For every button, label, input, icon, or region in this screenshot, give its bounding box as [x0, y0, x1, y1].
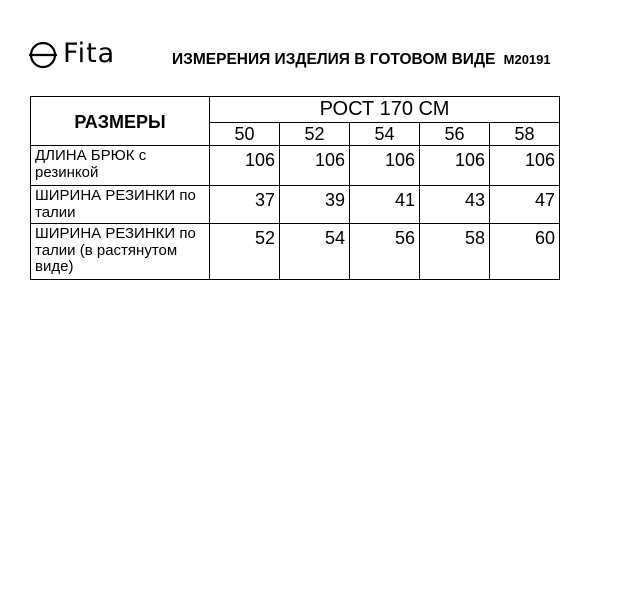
- brand-name: Fita: [63, 38, 116, 69]
- brand-logo: [28, 36, 115, 72]
- table-cell: 106: [420, 146, 490, 186]
- table-cell: 37: [210, 186, 280, 224]
- table-header-row: [31, 97, 560, 123]
- table-cell: 54: [280, 224, 350, 280]
- measurements-table: [30, 96, 560, 280]
- table-row: [31, 186, 560, 224]
- table-cell: 106: [490, 146, 560, 186]
- table-cell: 106: [280, 146, 350, 186]
- sizes-header: РАЗМЕРЫ: [31, 97, 210, 146]
- size-cell: 54: [350, 123, 420, 146]
- fita-logo-icon: [28, 39, 58, 69]
- size-cell: 52: [280, 123, 350, 146]
- row-label: ШИРИНА РЕЗИНКИ по талии: [31, 186, 210, 224]
- height-header: РОСТ 170 СМ: [210, 97, 560, 123]
- table-cell: 52: [210, 224, 280, 280]
- table-cell: 106: [210, 146, 280, 186]
- document-title: [172, 50, 551, 70]
- document-title-text: ИЗМЕРЕНИЯ ИЗДЕЛИЯ В ГОТОВОМ ВИДЕ: [172, 51, 496, 68]
- product-code: M20191: [503, 52, 551, 67]
- table-cell: 43: [420, 186, 490, 224]
- table-cell: 58: [420, 224, 490, 280]
- table-cell: 39: [280, 186, 350, 224]
- table-cell: 106: [350, 146, 420, 186]
- size-cell: 58: [490, 123, 560, 146]
- table-cell: 41: [350, 186, 420, 224]
- size-cell: 50: [210, 123, 280, 146]
- row-label: ШИРИНА РЕЗИНКИ по талии (в растянутом виде): [31, 224, 210, 280]
- row-label: ДЛИНА БРЮК с резинкой: [31, 146, 210, 186]
- table-row: [31, 224, 560, 280]
- table-cell: 56: [350, 224, 420, 280]
- size-cell: 56: [420, 123, 490, 146]
- table-cell: 47: [490, 186, 560, 224]
- table-cell: 60: [490, 224, 560, 280]
- table-row: [31, 146, 560, 186]
